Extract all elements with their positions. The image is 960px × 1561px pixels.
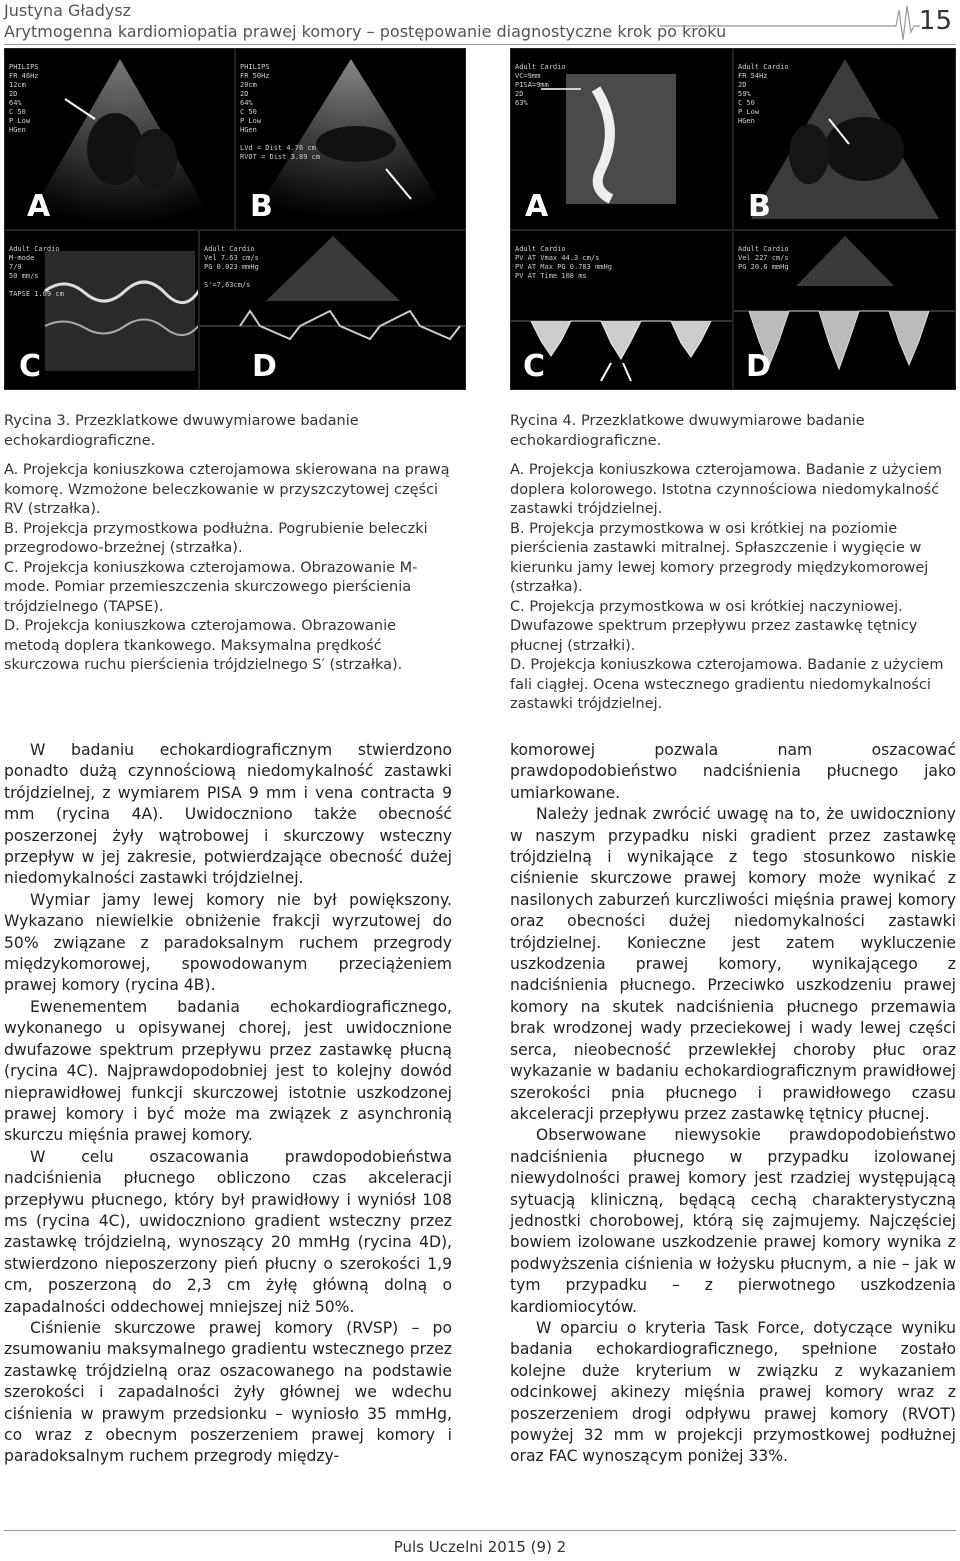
- figure-4-panel-b: [733, 48, 956, 230]
- panel-overlay-text: Adult Cardio PV AT Vmax 44.3 cm/s PV AT Max PG 0.783 mmHg PV AT Time 108 ms: [515, 245, 612, 280]
- panel-letter: C: [523, 349, 546, 384]
- panel-overlay-text: Adult Cardio M-mode 7/9 50 mm/s TAPSE 1.69 cm: [9, 245, 64, 298]
- figure-4-panel-a: [510, 48, 733, 230]
- caption-item: D. Projekcja koniuszkowa czterojamowa. Badanie z użyciem fali ciągłej. Ocena wstecznego gradientu niedomykalności zastawki trójdzielnej.: [510, 657, 944, 712]
- panel-letter: D: [252, 349, 277, 384]
- body-paragraph: W celu oszacowania prawdopodobieństwa nadciśnienia płucnego obliczono czas akceleracji przepływu płucnego, który był prawidłowy i wyniósł 108 ms (rycina 4C), uwidoczniono gradient wsteczny przez zastawkę trójdzielną, wynoszący 20 mmHg (rycina 4D), stwierdzono nieposzerzony pień płucny o szerokości 1,9 cm, poszerzoną do 2,3 cm żyłę główną dolną o zapadalności oddechowej mniejszej niż 50%.: [4, 1147, 452, 1316]
- caption-item: C. Projekcja przymostkowa w osi krótkiej naczyniowej. Dwufazowe spektrum przepływu przez zastawkę tętnicy płucnej (strzałki).: [510, 598, 918, 654]
- page-number: 15: [918, 6, 952, 36]
- body-column-left: [4, 740, 452, 1468]
- body-paragraph: Wymiar jamy lewej komory nie był powiększony. Wykazano niewielkie obniżenie frakcji wyrzutowej do 50% związane z paradoksalnym ruchem przegrody międzykomorowej, spowodowanym przeciążeniem prawej komory (rycina 4B).: [4, 890, 452, 995]
- panel-letter: B: [748, 189, 771, 224]
- figure-4: [510, 48, 956, 390]
- panel-letter: D: [746, 349, 771, 384]
- figure-3: [4, 48, 466, 390]
- body-paragraph: komorowej pozwala nam oszacować prawdopodobieństwo nadciśnienia płucnego jako umiarkowane.: [510, 741, 956, 802]
- figure-3-panel-d: [199, 230, 466, 390]
- body-paragraph: Obserwowane niewysokie prawdopodobieństwo nadciśnienia płucnego w przypadku izolowanej niewydolności prawej komory jest rzadziej występującą sytuacją kliniczną, będącą cechą charakterystyczną jednostki chorobowej, którą się zajmujemy. Najczęściej bowiem izolowane uszkodzenie prawej komory wynika z podwyższenia ciśnienia w łożysku płucnym, a nie – jak w tym przypadku – z pierwotnego uszkodzenia kardiomiocytów.: [510, 1126, 956, 1316]
- header-author: Justyna Gładysz: [4, 1, 132, 20]
- figure-4-panel-d: [733, 230, 956, 390]
- panel-overlay-text: Adult Cardio FR 54Hz 2D 59% C 50 P Low HGen: [738, 63, 789, 125]
- panel-overlay-text: Adult Cardio Vel 7.63 cm/s PG 0.023 mmHg S'=7,63cm/s: [204, 245, 259, 289]
- running-header: [4, 0, 726, 42]
- figure-3-panel-a: [4, 48, 235, 230]
- footer-journal: Puls Uczelni 2015 (9) 2: [393, 1538, 567, 1556]
- panel-letter: B: [250, 189, 273, 224]
- caption-item: A. Projekcja koniuszkowa czterojamowa. Badanie z użyciem doplera kolorowego. Istotna czynnościowa niedomykalność zastawki trójdzielnej.: [510, 462, 943, 517]
- body-column-right: [510, 740, 956, 1468]
- figure-3-caption: [4, 412, 452, 676]
- figure-3-panel-b: [235, 48, 466, 230]
- footer-divider: [4, 1530, 956, 1531]
- panel-letter: A: [525, 189, 549, 224]
- panel-overlay-text: Adult Cardio Vel 227 cm/s PG 20.6 mmHg: [738, 245, 789, 271]
- panel-overlay-text: PHILIPS FR 50Hz 20cm 2D 64% C 50 P Low HGen LVd = Dist 4.76 cm RVOT = Dist 3.89 cm: [240, 63, 321, 161]
- panel-overlay-text: PHILIPS FR 46Hz 12cm 2D 64% C 50 P Low HGen: [9, 63, 39, 134]
- header-divider: [4, 44, 956, 45]
- body-paragraph: Ciśnienie skurczowe prawej komory (RVSP) – po zsumowaniu maksymalnego gradientu wstecznego przez zastawkę trójdzielną oraz oszacowanego na podstawie szerokości i zapadalności żyły głównej we wdechu ciśnienia w prawym przedsionku – wyniosło 35 mmHg, co wraz z obecnym poszerzeniem prawej komory i paradoksalnym ruchem przegrody między-: [4, 1318, 452, 1466]
- figure-4-caption: [510, 412, 956, 715]
- panel-letter: A: [27, 189, 51, 224]
- figure-3-panel-c: [4, 230, 199, 390]
- panel-overlay-text: Adult Cardio VC=9mm PISA=9mm 2D 63%: [515, 63, 566, 107]
- caption-item: C. Projekcja koniuszkowa czterojamowa. Obrazowanie M-mode. Pomiar przemieszczenia skurczowego pierścienia trójdzielnego (TAPSE).: [4, 559, 418, 615]
- body-paragraph: W oparciu o kryteria Task Force, dotyczące wyniku badania echokardiograficznego, spełnione zostało kolejne duże kryterium w związku z wykazaniem odcinkowej akinezy mięśnia prawej komory wraz z poszerzeniem drogi odpływu prawej komory (RVOT) powyżej 32 mm w projekcji przymostkowej podłużnej oraz FAC wynoszącym poniżej 33%.: [510, 1318, 956, 1466]
- caption-item: D. Projekcja koniuszkowa czterojamowa. Obrazowanie metodą doplera tkankowego. Maksymalna prędkość skurczowa ruchu pierścienia trójdzielnego S′ (strzałka).: [4, 618, 403, 673]
- caption-title: Rycina 4. Przezklatkowe dwuwymiarowe badanie echokardiograficzne.: [510, 413, 865, 449]
- panel-letter: C: [19, 349, 42, 384]
- body-paragraph: W badaniu echokardiograficznym stwierdzono ponadto dużą czynnościową niedomykalność zastawki trójdzielnej, z wymiarem PISA 9 mm i vena contracta 9 mm (rycina 4A). Uwidoczniono także obecność poszerzonej żyły wątrobowej i skurczowy wsteczny przepływ w jej zakresie, potwierdzające obecność dużej niedomykalności zastawki trójdzielnej.: [4, 741, 452, 888]
- body-paragraph: Ewenementem badania echokardiograficznego, wykonanego u opisywanej chorej, jest uwidocznione dwufazowe spektrum przepływu przez zastawkę płucną (rycina 4C). Najprawdopodobniej jest to kolejny dowód nieprawidłowej funkcji skurczowej istotnie uszkodzonej prawej komory i być może ma związek z asynchronią skurczu mięśnia prawej komory.: [4, 997, 452, 1145]
- figure-4-panel-c: [510, 230, 733, 390]
- ecg-line-icon: [660, 2, 920, 44]
- caption-item: A. Projekcja koniuszkowa czterojamowa skierowana na prawą komorę. Wzmożone beleczkowanie w przyszczytowej części RV (strzałka).: [4, 462, 450, 517]
- caption-title: Rycina 3. Przezklatkowe dwuwymiarowe badanie echokardiograficzne.: [4, 413, 359, 449]
- header-title: Arytmogenna kardiomiopatia prawej komory – postępowanie diagnostyczne krok po kroku: [4, 22, 727, 41]
- caption-item: B. Projekcja przymostkowa w osi krótkiej na poziomie pierścienia zastawki mitralnej. Spłaszczenie i wygięcie w kierunku jamy lewej komory przegrody międzykomorowej (strzałka).: [510, 520, 929, 595]
- body-paragraph: Należy jednak zwrócić uwagę na to, że uwidoczniony w naszym przypadku niski gradient przez zastawkę trójdzielną i wynikające z tego stosunkowo niskie ciśnienie skurczowe prawej komory może wynikać z nasilonych zaburzeń kurczliwości mięśnia prawej komory oraz obecności dużej niedomykalności zastawki trójdzielnej. Konieczne jest zatem wykluczenie uszkodzenia prawej komory, wynikającego z nadciśnienia płucnego. Przeciwko uszkodzeniu prawej komory na skutek nadciśnienia płucnego przemawia brak wrodzonej wady przeciekowej i wady lewej części serca, nieobecność przewlekłej choroby płuc oraz wykazanie w badaniu echokardiograficznym prawidłowej szerokości pnia płucnego i prawidłowego czasu akceleracji przepływu przez zastawkę tętnicy płucnej.: [510, 805, 956, 1123]
- caption-item: B. Projekcja przymostkowa podłużna. Pogrubienie beleczki przegrodowo-brzeżnej (strzałka).: [4, 520, 428, 556]
